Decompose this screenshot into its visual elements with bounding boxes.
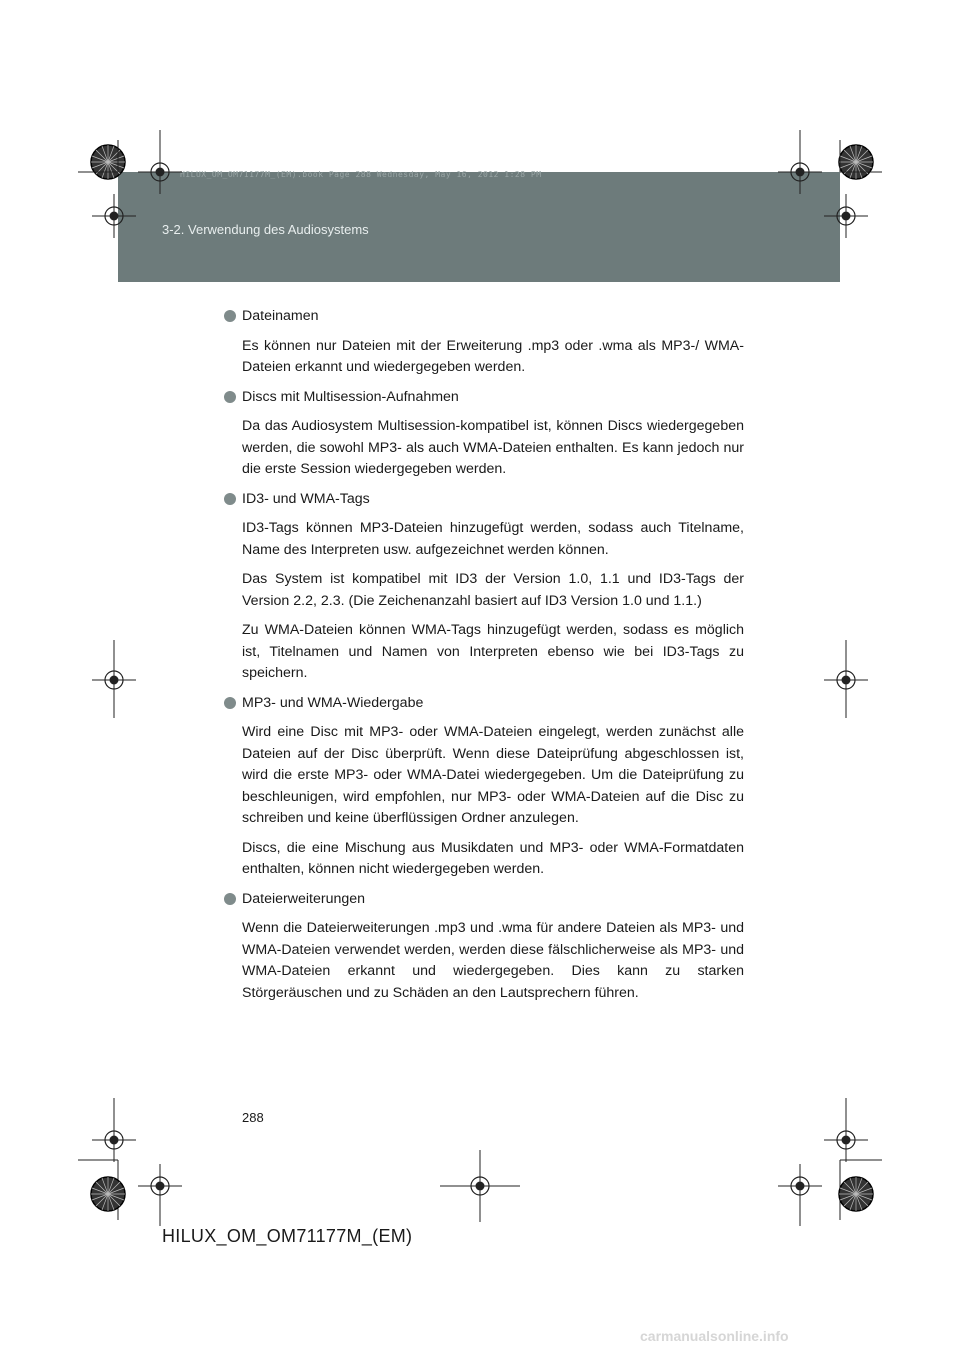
book-info-line: HILUX_OM_OM71177M_(EM).book Page 288 Wednesday, May 16, 2012 1:28 PM (180, 170, 542, 179)
bullet-icon (224, 493, 236, 505)
item-paragraph: Discs, die eine Mischung aus Musikdaten und MP3- oder WMA-Formatdaten enthalten, können nicht wiedergegeben werden. (242, 839, 744, 877)
item-title-text: Dateinamen (242, 308, 319, 324)
item-title (222, 889, 744, 911)
bullet-icon (224, 391, 236, 403)
bullet-icon (224, 697, 236, 709)
item-paragraph: Es können nur Dateien mit der Erweiterung .mp3 oder .wma als MP3-/ WMA-Dateien erkannt und wiedergegeben werden. (242, 337, 744, 375)
item-title (222, 387, 744, 409)
bullet-icon (224, 310, 236, 322)
item-title-text: Dateierweiterungen (242, 890, 366, 907)
item-title (222, 489, 744, 511)
item-paragraph: Wird eine Disc mit MP3- oder WMA-Dateien eingelegt, werden zunächst alle Dateien auf der Disc überprüft. Wenn diese Dateiprüfung abgeschlossen ist, wird die erste MP3- oder WMA-Datei wiedergegeben. Um die Dateiprüfung zu beschleunigen, wird empfohlen, nur MP3- oder WMA-Dateien auf die Disc zu schreiben und keine überflüssigen Ordner anzulegen. (242, 724, 744, 826)
page-number: 288 (242, 1110, 264, 1125)
item-paragraph: Wenn die Dateierweiterungen .mp3 und .wma für andere Dateien als MP3- und WMA-Dateien verwendet werden, werden diese fälschlicherweise als MP3- und WMA-Dateien erkannt und wiedergegeben. Dies kann zu starken Störgeräuschen und zu Schäden an den Lautsprechern führen. (242, 920, 744, 1001)
item-title-text: ID3- und WMA-Tags (242, 490, 370, 507)
item-title-text: MP3- und WMA-Wiedergabe (242, 694, 424, 711)
watermark: carmanualsonline.info (640, 1328, 789, 1344)
bullet-icon (224, 893, 236, 905)
section-title: 3-2. Verwendung des Audiosystems (162, 222, 369, 237)
item-paragraph: Da das Audiosystem Multisession-kompatibel ist, können Discs wiedergegeben werden, die sowohl MP3- als auch WMA-Dateien enthalten. Es kann jedoch nur die erste Session wiedergegeben werden. (242, 418, 744, 477)
manual-code: HILUX_OM_OM71177M_(EM) (162, 1226, 413, 1246)
item-paragraph: Zu WMA-Dateien können WMA-Tags hinzugefügt werden, sodass es möglich ist, Titelnamen und Namen von Interpreten ebenso wie bei ID3-Tags zu speichern. (242, 622, 744, 681)
item-title-text: Discs mit Multisession-Aufnahmen (242, 388, 459, 405)
content-body (222, 306, 744, 1012)
item-paragraph: ID3-Tags können MP3-Dateien hinzugefügt werden, sodass auch Titelname, Name des Interpreten usw. aufgezeichnet werden können. (242, 520, 744, 558)
item-paragraph: Das System ist kompatibel mit ID3 der Version 1.0, 1.1 und ID3-Tags der Version 2.2, 2.3. (Die Zeichenanzahl basiert auf ID3 Version 1.0 und 1.1.) (242, 571, 744, 609)
item-title (222, 693, 744, 715)
item-title (222, 306, 744, 328)
